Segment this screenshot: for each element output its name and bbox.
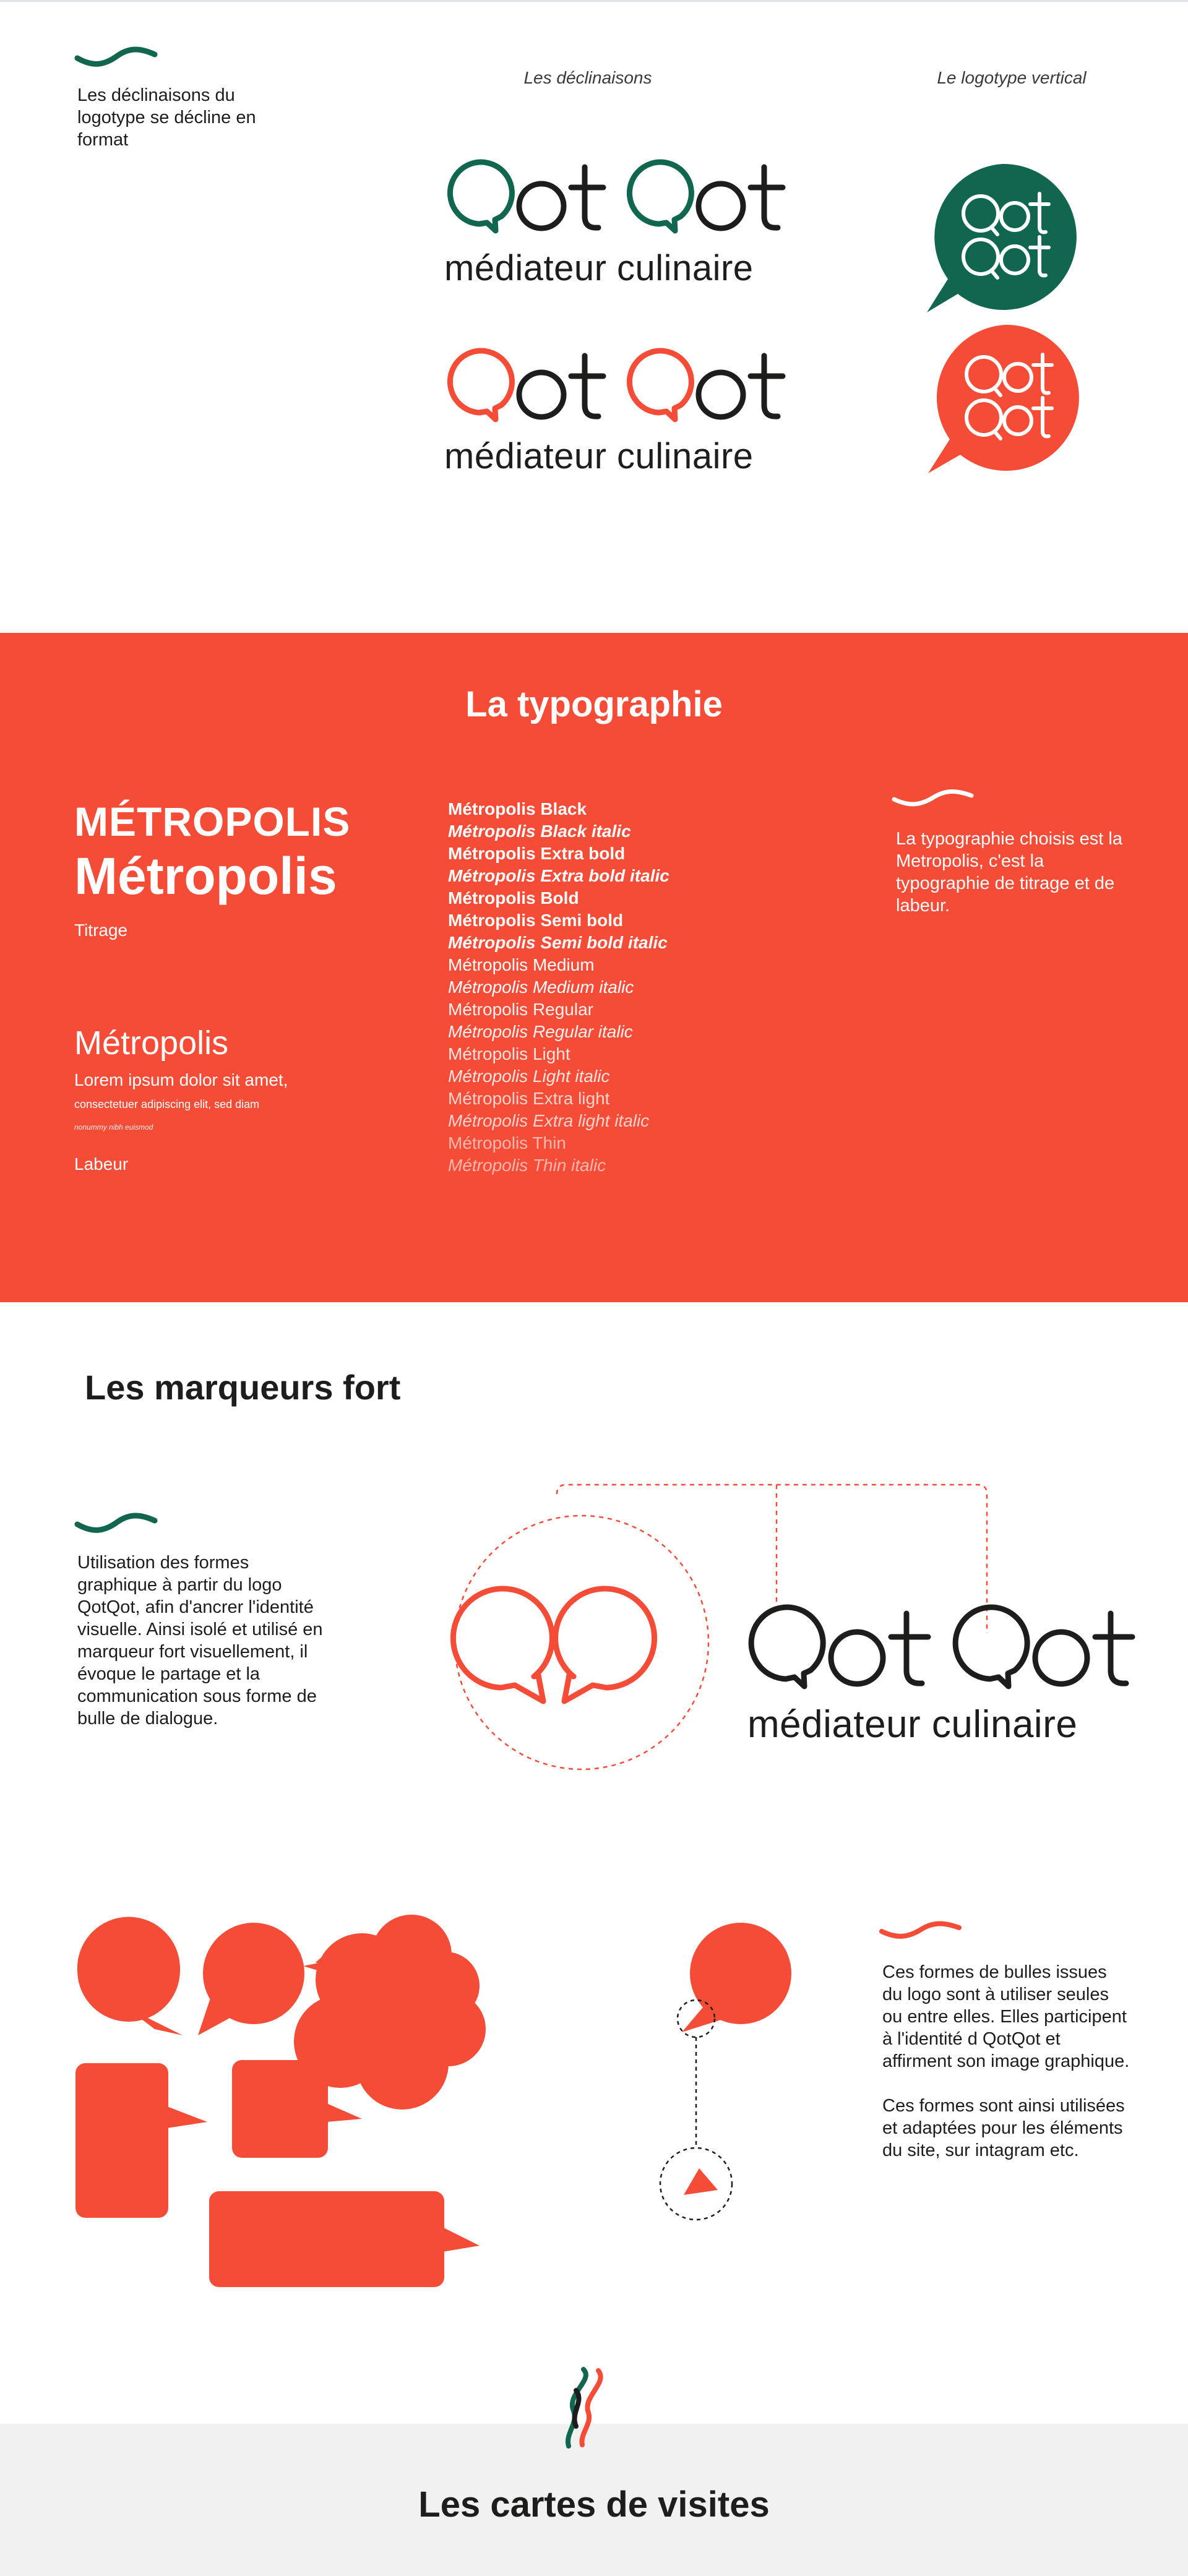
double-squiggle-icon (560, 2364, 609, 2451)
lorem-line-1: Lorem ipsum dolor sit amet, (74, 1070, 288, 1089)
font-mixed-sample: Métropolis (74, 847, 337, 905)
weight-extra-light-italic: Métropolis Extra light italic (448, 1111, 650, 1130)
footer-title: Les cartes de visites (418, 2484, 770, 2525)
weight-black-italic: Métropolis Black italic (448, 822, 631, 841)
squiggle-red-icon (879, 1918, 962, 1943)
weight-black: Métropolis Black (448, 799, 587, 818)
vertical-heading: Le logotype vertical (937, 68, 1087, 87)
weight-regular-italic: Métropolis Regular italic (448, 1022, 633, 1041)
squiggle-green-icon-2 (74, 1509, 158, 1534)
bubble-shapes (68, 1905, 489, 2301)
declinaisons-heading: Les déclinaisons (523, 68, 652, 87)
weight-bold: Métropolis Bold (448, 888, 579, 908)
intro-text: Les déclinaisons du logotype se décline en format (77, 85, 256, 150)
weight-semi-bold: Métropolis Semi bold (448, 911, 624, 930)
weight-thin-italic: Métropolis Thin italic (448, 1156, 606, 1175)
shapes-text-2: Ces formes sont ainsi utilisées et adaptées pour les éléments du site, sur intagram etc. (882, 2096, 1125, 2160)
squiggle-white-icon (891, 786, 975, 810)
typography-description: La typographie choisis est la Metropolis, c'est la typographie de titrage et de labeur. (896, 829, 1122, 916)
logo-black-tagline: médiateur culinaire (747, 1703, 1078, 1746)
labeur-sample-title: Métropolis (74, 1024, 229, 1062)
typography-title: La typographie (465, 684, 723, 724)
weight-extra-light: Métropolis Extra light (448, 1089, 610, 1108)
weight-extra-bold: Métropolis Extra bold (448, 844, 626, 863)
logo-red-horizontal (436, 346, 789, 427)
lorem-line-2: consectetuer adipiscing elit, sed diam (74, 1098, 260, 1110)
logo-green-horizontal (436, 158, 789, 238)
font-caps-sample: MÉTROPOLIS (74, 799, 351, 844)
logo-black-horizontal (736, 1602, 1138, 1695)
logo-red-vertical (922, 322, 1083, 483)
logo-green-vertical (922, 158, 1083, 319)
weight-semi-bold-italic: Métropolis Semi bold italic (448, 933, 668, 952)
shapes-text-1: Ces formes de bulles issues du logo sont à utiliser seules ou entre elles. Elles participent à l'identité d QotQot et affirment son image graphique. (882, 1962, 1130, 2071)
weight-light-italic: Métropolis Light italic (448, 1067, 610, 1086)
labeur-label: Labeur (74, 1154, 129, 1174)
font-weights-list (448, 798, 757, 1177)
weight-medium-italic: Métropolis Medium italic (448, 977, 634, 997)
titrage-label: Titrage (74, 921, 128, 940)
weight-thin: Métropolis Thin (448, 1133, 566, 1153)
markers-text: Utilisation des formes graphique à partir du logo QotQot, afin d'ancrer l'identité visuelle. Ainsi isolé et utilisé en marqueur fort visuellement, il évoque le partage et la communication sous forme de bulle de dialogue. (77, 1553, 323, 1728)
bubble-construction (656, 1921, 798, 2236)
shapes-text (882, 1961, 1130, 2162)
weight-regular: Métropolis Regular (448, 1000, 593, 1019)
logo-red-tagline: médiateur culinaire (444, 436, 754, 476)
top-divider (0, 0, 1188, 2)
markers-title: Les marqueurs fort (85, 1368, 401, 1407)
weight-extra-bold-italic: Métropolis Extra bold italic (448, 866, 669, 885)
squiggle-green-icon (74, 43, 158, 68)
weight-light: Métropolis Light (448, 1044, 570, 1063)
logo-green-tagline: médiateur culinaire (444, 248, 754, 288)
weight-medium: Métropolis Medium (448, 955, 595, 974)
lorem-line-3: nonummy nibh euismod (74, 1123, 153, 1131)
